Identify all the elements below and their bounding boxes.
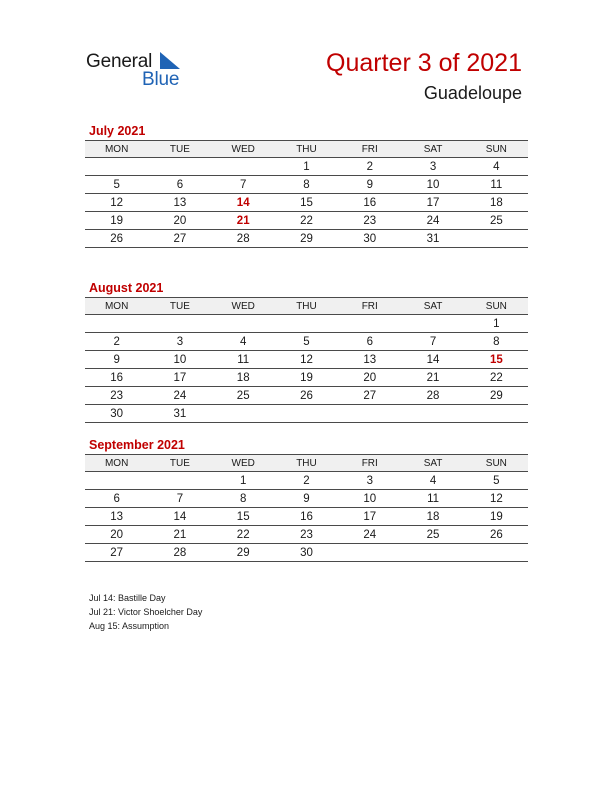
month-title: September 2021: [89, 438, 185, 452]
weekday-header: TUE: [148, 298, 211, 315]
month-calendar-july: [85, 123, 528, 248]
week-row: [85, 472, 528, 490]
day-cell: 30: [338, 230, 401, 248]
holiday-notes: [89, 591, 202, 633]
day-cell: 24: [338, 526, 401, 544]
week-row: [85, 194, 528, 212]
weekday-header: SUN: [465, 141, 528, 158]
day-cell: 2: [338, 158, 401, 176]
day-cell: 12: [465, 490, 528, 508]
day-cell: 27: [338, 387, 401, 405]
day-cell: 10: [401, 176, 464, 194]
week-row: [85, 405, 528, 423]
generalblue-logo: [86, 51, 186, 91]
day-cell: 11: [212, 351, 275, 369]
day-cell: 14: [148, 508, 211, 526]
month-title: July 2021: [89, 124, 146, 138]
empty-day-cell: [148, 315, 211, 333]
week-row: [85, 351, 528, 369]
empty-day-cell: [465, 405, 528, 423]
day-cell: 18: [401, 508, 464, 526]
day-cell: 18: [212, 369, 275, 387]
empty-day-cell: [85, 158, 148, 176]
day-cell: 22: [465, 369, 528, 387]
day-cell: 8: [212, 490, 275, 508]
weekday-header: TUE: [148, 141, 211, 158]
day-cell: 17: [338, 508, 401, 526]
day-cell: 10: [148, 351, 211, 369]
day-cell: 30: [275, 544, 338, 562]
weekday-header: MON: [85, 141, 148, 158]
day-cell: 4: [401, 472, 464, 490]
empty-day-cell: [465, 544, 528, 562]
week-row: [85, 526, 528, 544]
day-cell: 7: [148, 490, 211, 508]
day-cell: 2: [275, 472, 338, 490]
day-cell: 13: [148, 194, 211, 212]
day-cell: 8: [465, 333, 528, 351]
day-cell: 16: [338, 194, 401, 212]
week-row: [85, 333, 528, 351]
day-cell: 25: [401, 526, 464, 544]
day-cell: 1: [465, 315, 528, 333]
weekday-header: SAT: [401, 298, 464, 315]
day-cell: 9: [338, 176, 401, 194]
day-cell: 24: [401, 212, 464, 230]
day-cell: 19: [85, 212, 148, 230]
empty-day-cell: [401, 544, 464, 562]
day-cell: 28: [212, 230, 275, 248]
weekday-header-row: [85, 141, 528, 158]
month-calendar-september: [85, 437, 528, 562]
day-cell: 6: [85, 490, 148, 508]
holiday-note: Jul 21: Victor Shoelcher Day: [89, 607, 203, 617]
day-cell: 28: [148, 544, 211, 562]
weekday-header-row: [85, 298, 528, 315]
month-grid: [85, 297, 528, 423]
day-cell: 3: [148, 333, 211, 351]
weekday-header: TUE: [148, 455, 211, 472]
day-cell: 19: [275, 369, 338, 387]
day-cell: 19: [465, 508, 528, 526]
day-cell: 15: [275, 194, 338, 212]
day-cell: 4: [465, 158, 528, 176]
weekday-header: SAT: [401, 141, 464, 158]
day-cell: 24: [148, 387, 211, 405]
day-cell: 23: [338, 212, 401, 230]
day-cell: 31: [148, 405, 211, 423]
week-row: [85, 490, 528, 508]
day-cell: 6: [148, 176, 211, 194]
day-cell: 20: [148, 212, 211, 230]
region-name: Guadeloupe: [423, 83, 522, 103]
month-calendar-august: [85, 280, 528, 423]
empty-day-cell: [275, 315, 338, 333]
day-cell: 22: [212, 526, 275, 544]
holiday-day-cell: 15: [465, 351, 528, 369]
day-cell: 7: [401, 333, 464, 351]
weekday-header: SUN: [465, 455, 528, 472]
day-cell: 23: [85, 387, 148, 405]
day-cell: 7: [212, 176, 275, 194]
day-cell: 1: [275, 158, 338, 176]
day-cell: 29: [275, 230, 338, 248]
day-cell: 5: [275, 333, 338, 351]
triangle-flag-icon: [160, 52, 180, 69]
week-row: [85, 158, 528, 176]
weekday-header: WED: [212, 298, 275, 315]
day-cell: 8: [275, 176, 338, 194]
month-title: August 2021: [89, 281, 164, 295]
day-cell: 3: [401, 158, 464, 176]
week-row: [85, 387, 528, 405]
day-cell: 9: [85, 351, 148, 369]
page-title: Quarter 3 of 2021: [326, 49, 522, 77]
weekday-header: WED: [212, 141, 275, 158]
day-cell: 17: [401, 194, 464, 212]
empty-day-cell: [465, 230, 528, 248]
day-cell: 16: [85, 369, 148, 387]
day-cell: 13: [338, 351, 401, 369]
day-cell: 27: [148, 230, 211, 248]
day-cell: 14: [401, 351, 464, 369]
day-cell: 25: [465, 212, 528, 230]
holiday-note: Jul 14: Bastille Day: [89, 593, 166, 603]
day-cell: 28: [401, 387, 464, 405]
weekday-header: WED: [212, 455, 275, 472]
day-cell: 31: [401, 230, 464, 248]
day-cell: 3: [338, 472, 401, 490]
weekday-header: FRI: [338, 141, 401, 158]
week-row: [85, 230, 528, 248]
logo-word-general: General: [86, 51, 153, 72]
day-cell: 11: [465, 176, 528, 194]
empty-day-cell: [212, 405, 275, 423]
empty-day-cell: [212, 158, 275, 176]
day-cell: 21: [148, 526, 211, 544]
day-cell: 25: [212, 387, 275, 405]
logo-word-blue: Blue: [142, 69, 180, 90]
day-cell: 26: [465, 526, 528, 544]
week-row: [85, 212, 528, 230]
day-cell: 1: [212, 472, 275, 490]
day-cell: 4: [212, 333, 275, 351]
weekday-header: SAT: [401, 455, 464, 472]
holiday-note: Aug 15: Assumption: [89, 621, 170, 631]
holiday-day-cell: 14: [212, 194, 275, 212]
day-cell: 5: [85, 176, 148, 194]
day-cell: 26: [85, 230, 148, 248]
day-cell: 10: [338, 490, 401, 508]
day-cell: 18: [465, 194, 528, 212]
empty-day-cell: [85, 472, 148, 490]
day-cell: 29: [465, 387, 528, 405]
day-cell: 16: [275, 508, 338, 526]
day-cell: 13: [85, 508, 148, 526]
empty-day-cell: [338, 405, 401, 423]
empty-day-cell: [148, 472, 211, 490]
day-cell: 15: [212, 508, 275, 526]
day-cell: 23: [275, 526, 338, 544]
day-cell: 27: [85, 544, 148, 562]
empty-day-cell: [338, 315, 401, 333]
holiday-day-cell: 21: [212, 212, 275, 230]
day-cell: 20: [338, 369, 401, 387]
day-cell: 21: [401, 369, 464, 387]
weekday-header: THU: [275, 455, 338, 472]
day-cell: 11: [401, 490, 464, 508]
weekday-header-row: [85, 455, 528, 472]
day-cell: 12: [85, 194, 148, 212]
empty-day-cell: [148, 158, 211, 176]
empty-day-cell: [85, 315, 148, 333]
weekday-header: SUN: [465, 298, 528, 315]
day-cell: 29: [212, 544, 275, 562]
weekday-header: THU: [275, 141, 338, 158]
day-cell: 5: [465, 472, 528, 490]
day-cell: 20: [85, 526, 148, 544]
day-cell: 2: [85, 333, 148, 351]
weekday-header: MON: [85, 298, 148, 315]
weekday-header: THU: [275, 298, 338, 315]
week-row: [85, 176, 528, 194]
week-row: [85, 315, 528, 333]
weekday-header: FRI: [338, 455, 401, 472]
empty-day-cell: [338, 544, 401, 562]
weekday-header: FRI: [338, 298, 401, 315]
week-row: [85, 544, 528, 562]
week-row: [85, 508, 528, 526]
day-cell: 22: [275, 212, 338, 230]
month-grid: [85, 140, 528, 248]
empty-day-cell: [401, 315, 464, 333]
month-grid: [85, 454, 528, 562]
empty-day-cell: [212, 315, 275, 333]
day-cell: 6: [338, 333, 401, 351]
week-row: [85, 369, 528, 387]
empty-day-cell: [401, 405, 464, 423]
day-cell: 30: [85, 405, 148, 423]
weekday-header: MON: [85, 455, 148, 472]
day-cell: 17: [148, 369, 211, 387]
day-cell: 9: [275, 490, 338, 508]
day-cell: 26: [275, 387, 338, 405]
day-cell: 12: [275, 351, 338, 369]
empty-day-cell: [275, 405, 338, 423]
